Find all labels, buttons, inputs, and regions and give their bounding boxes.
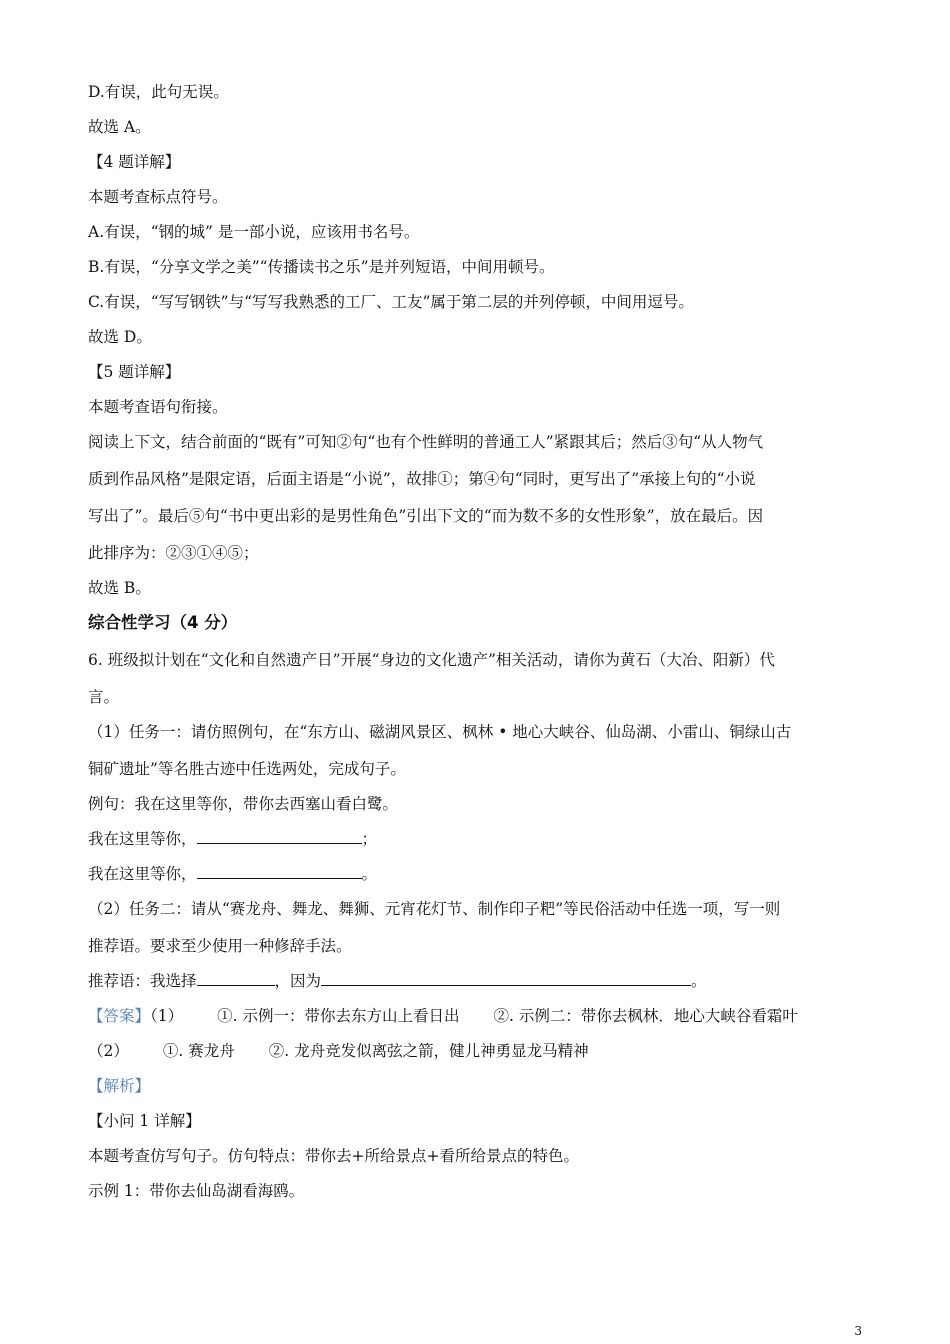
text-line: D.有误，此句无误。: [88, 83, 229, 101]
answer-line-2: [88, 1041, 870, 1061]
fill-in-prefix: 推荐语：我选择: [88, 972, 197, 990]
question-text: 6. 班级拟计划在“文化和自然遗产日”开展“身边的文化遗产”相关活动，请你为黄石（大冶、阳新）代: [88, 651, 775, 669]
text-line: B.有误，“分享文学之美”“传播读书之乐”是并列短语，中间用顿号。: [88, 258, 555, 276]
fill-in-suffix: ；: [361, 830, 378, 848]
answer-blank[interactable]: [321, 971, 691, 986]
text-line: C.有误，“写写钢铁”与“写写我熟悉的工厂、工友”属于第二层的并列停顿，中间用逗号。: [88, 293, 694, 311]
answer-blank[interactable]: [197, 864, 362, 879]
text-line: 阅读上下文，结合前面的“既有”可知②句“也有个性鲜明的普通工人”紧跟其后；然后③句“从人物气: [88, 433, 764, 451]
text-line: 本题考查仿写句子。仿句特点：带你去+所给景点+看所给景点的特色。: [88, 1147, 579, 1165]
question-text: （1）任务一：请仿照例句，在“东方山、磁湖风景区、枫林 • 地心大峡谷、仙岛湖、小雷山、铜绿山古: [88, 723, 792, 741]
question-text: 铜矿遗址”等名胜古迹中任选两处，完成句子。: [88, 760, 406, 778]
fill-in-line-3: [88, 971, 870, 991]
analysis-tag: 【解析】: [88, 1077, 151, 1095]
answer-blank[interactable]: [197, 829, 362, 844]
section-heading: 综合性学习（4 分）: [88, 613, 238, 632]
fill-in-suffix: 。: [691, 972, 707, 990]
question-text: （2）任务二：请从“赛龙舟、舞龙、舞狮、元宵花灯节、制作印子粑”等民俗活动中任选一项，写一则: [88, 900, 781, 918]
example-sentence: 例句：我在这里等你，带你去西塞山看白鹭。: [88, 795, 399, 813]
fill-in-prefix: 我在这里等你，: [88, 865, 197, 883]
text-line: 质到作品风格”是限定语，后面主语是“小说”，故排①；第④句“同时，更写出了”承接上句的“小说: [88, 470, 756, 488]
question-text: 推荐语。要求至少使用一种修辞手法。: [88, 937, 352, 955]
fill-in-suffix: 。: [361, 865, 378, 883]
subheading: 【小问 1 详解】: [88, 1112, 201, 1130]
text-line: 示例 1：带你去仙岛湖看海鸥。: [88, 1182, 305, 1200]
text-line: 故选 B。: [88, 579, 151, 597]
text-line: A.有误，“钢的城” 是一部小说，应该用书名号。: [88, 223, 420, 241]
text-line: 本题考查语句衔接。: [88, 398, 228, 416]
answer-item: ②. 示例二：带你去枫林．地心大峡谷看霜叶: [493, 1007, 798, 1025]
question-text: 言。: [88, 688, 120, 706]
fill-in-line-1: [88, 829, 870, 849]
answer-part-label: （2）: [88, 1042, 129, 1060]
page-number: 3: [854, 1324, 862, 1338]
subheading: 【4 题详解】: [88, 153, 181, 171]
fill-in-prefix: 我在这里等你，: [88, 830, 197, 848]
text-line: 此排序为：②③①④⑤；: [88, 544, 259, 562]
fill-in-middle: ，因为: [274, 972, 322, 990]
answer-item: ①. 赛龙舟: [162, 1042, 235, 1060]
answer-item: ②. 龙舟竞发似离弦之箭，健儿神勇显龙马精神: [268, 1042, 589, 1060]
fill-in-line-2: [88, 864, 870, 884]
subheading: 【5 题详解】: [88, 363, 181, 381]
text-line: 故选 D。: [88, 328, 152, 346]
answer-item: ①. 示例一：带你去东方山上看日出: [217, 1007, 460, 1025]
text-line: 写出了”。最后⑤句“书中更出彩的是男性角色”引出下文的“而为数不多的女性形象”，放在最后。因: [88, 507, 764, 525]
text-line: 本题考查标点符号。: [88, 188, 228, 206]
text-line: 故选 A。: [88, 118, 151, 136]
answer-tag: 【答案】: [88, 1007, 151, 1025]
answer-line-1: [88, 1006, 870, 1026]
answer-blank[interactable]: [197, 971, 275, 986]
answer-part-label: （1）: [150, 1007, 184, 1025]
